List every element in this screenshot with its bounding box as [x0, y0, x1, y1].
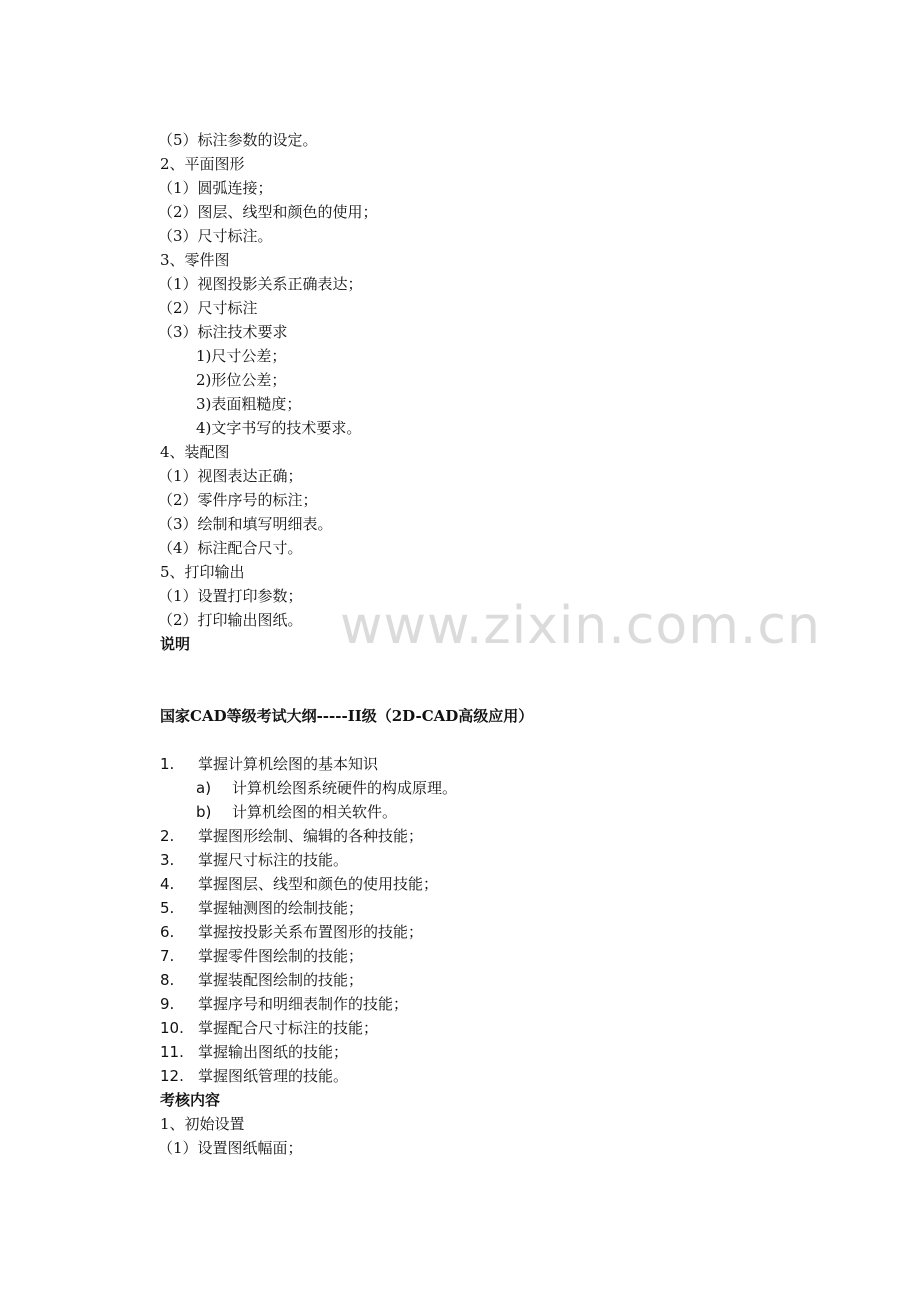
item-number: a) — [196, 779, 212, 797]
list-item: 掌握按投影关系布置图形的技能； — [198, 923, 424, 941]
section-heading: 1、初始设置 — [160, 1115, 245, 1133]
list-item: 掌握图形绘制、编辑的各种技能； — [198, 827, 424, 845]
list-item: 掌握配合尺寸标注的技能； — [198, 1019, 379, 1037]
list-item: 掌握图层、线型和颜色的使用技能； — [198, 875, 439, 893]
list-item: （1）圆弧连接； — [158, 179, 273, 197]
item-number: 1. — [160, 755, 175, 773]
list-item: （1）设置打印参数； — [158, 587, 303, 605]
item-number: 10. — [160, 1019, 184, 1037]
section-heading: 5、打印输出 — [160, 563, 245, 581]
list-item: （1）视图表达正确； — [158, 467, 303, 485]
item-number: 6. — [160, 923, 175, 941]
list-item: （1）视图投影关系正确表达； — [158, 275, 363, 293]
item-number: 4. — [160, 875, 175, 893]
list-item: （2）尺寸标注 — [158, 299, 258, 317]
list-item: 掌握图纸管理的技能。 — [198, 1067, 349, 1085]
list-item: 掌握零件图绘制的技能； — [198, 947, 364, 965]
item-number: 7. — [160, 947, 175, 965]
section-heading: 2、平面图形 — [160, 155, 245, 173]
sub-list-item: 4)文字书写的技术要求。 — [196, 419, 362, 437]
list-item: （5）标注参数的设定。 — [158, 131, 318, 149]
sub-list-item: 计算机绘图系统硬件的构成原理。 — [232, 779, 458, 797]
list-item: 掌握计算机绘图的基本知识 — [198, 755, 379, 773]
list-item: 掌握装配图绘制的技能； — [198, 971, 364, 989]
item-number: 3. — [160, 851, 175, 869]
item-number: b) — [196, 803, 212, 821]
item-number: 8. — [160, 971, 175, 989]
list-item: （3）绘制和填写明细表。 — [158, 515, 333, 533]
watermark: www.zixin.com.cn — [340, 596, 821, 656]
sub-list-item: 2)形位公差； — [196, 371, 287, 389]
list-item: （2）图层、线型和颜色的使用； — [158, 203, 378, 221]
page-title: 国家CAD等级考试大纲-----II级（2D-CAD高级应用） — [160, 707, 534, 725]
item-number: 11. — [160, 1043, 184, 1061]
list-item: 掌握尺寸标注的技能。 — [198, 851, 349, 869]
sub-list-item: 1)尺寸公差； — [196, 347, 287, 365]
list-item: （2）零件序号的标注； — [158, 491, 318, 509]
item-number: 12. — [160, 1067, 184, 1085]
sub-list-item: 3)表面粗糙度； — [196, 395, 302, 413]
sub-list-item: 计算机绘图的相关软件。 — [232, 803, 398, 821]
list-item: （1）设置图纸幅面； — [158, 1139, 303, 1157]
item-number: 5. — [160, 899, 175, 917]
list-item: 掌握序号和明细表制作的技能； — [198, 995, 409, 1013]
list-item: （2）打印输出图纸。 — [158, 611, 303, 629]
section-heading: 3、零件图 — [160, 251, 230, 269]
list-item: （3）尺寸标注。 — [158, 227, 273, 245]
section-heading: 考核内容 — [160, 1091, 221, 1109]
list-item: （3）标注技术要求 — [158, 323, 288, 341]
item-number: 9. — [160, 995, 175, 1013]
section-heading: 4、装配图 — [160, 443, 230, 461]
list-item: 掌握轴测图的绘制技能； — [198, 899, 364, 917]
note-heading: 说明 — [160, 635, 191, 653]
list-item: （4）标注配合尺寸。 — [158, 539, 303, 557]
item-number: 2. — [160, 827, 175, 845]
list-item: 掌握输出图纸的技能； — [198, 1043, 349, 1061]
